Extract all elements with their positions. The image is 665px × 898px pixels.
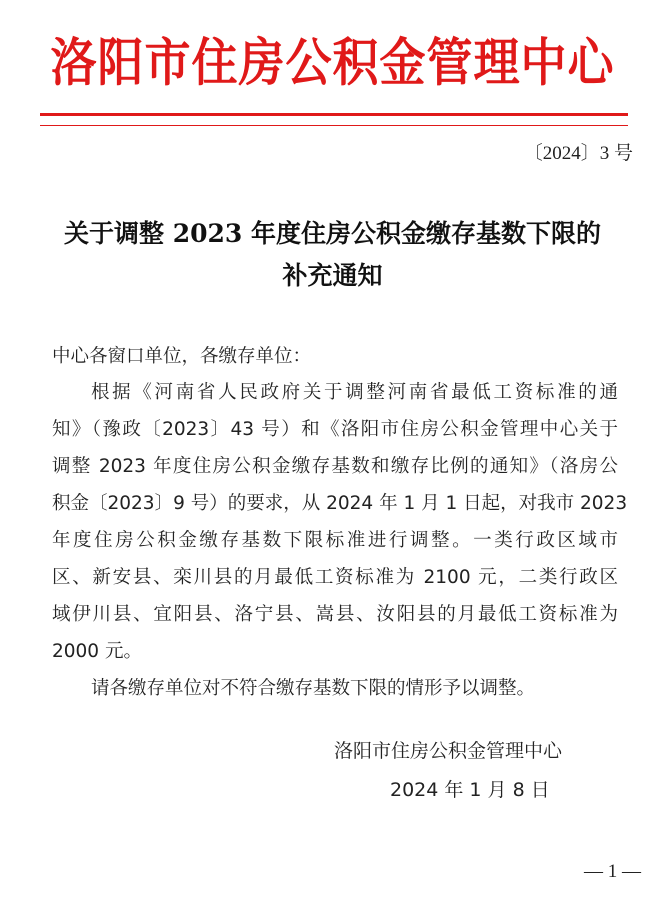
- document-number: 〔2024〕3 号: [523, 143, 633, 164]
- paragraph-1-line: 年度住房公积金缴存基数下限标准进行调整。一类行政区域市: [52, 530, 618, 551]
- salutation: 中心各窗口单位，各缴存单位：: [52, 346, 312, 367]
- document-title-line-1: 关于调整 2023 年度住房公积金缴存基数下限的: [64, 219, 601, 248]
- signature-date: 2024 年 1 月 8 日: [390, 779, 550, 801]
- paragraph-1-line: 域伊川县、宜阳县、洛宁县、嵩县、汝阳县的月最低工资标准为: [52, 604, 618, 625]
- paragraph-2: 请各缴存单位对不符合缴存基数下限的情形予以调整。: [91, 678, 536, 699]
- issuing-org-header: 洛阳市住房公积金管理中心: [50, 32, 615, 94]
- paragraph-1-line: 积金〔2023〕9 号）的要求，从 2024 年 1 月 1 日起，对我市 2023: [52, 493, 628, 514]
- paragraph-1-line: 区、新安县、栾川县的月最低工资标准为 2100 元，二类行政区: [52, 567, 618, 588]
- signature-organization: 洛阳市住房公积金管理中心: [334, 740, 563, 762]
- paragraph-1-line: 调整 2023 年度住房公积金缴存基数和缴存比例的通知》（洛房公: [52, 456, 618, 477]
- header-red-rule-thin: [40, 125, 628, 126]
- header-red-rule-thick: [40, 113, 628, 116]
- document-title-line-2: 补充通知: [282, 261, 383, 290]
- paragraph-1-line: 知》（豫政〔2023〕43 号）和《洛阳市住房公积金管理中心关于: [52, 419, 618, 440]
- paragraph-1-line: 2000 元。: [52, 641, 142, 662]
- page-number: — 1 —: [584, 861, 641, 882]
- paragraph-1-line: 根据《河南省人民政府关于调整河南省最低工资标准的通: [91, 382, 618, 403]
